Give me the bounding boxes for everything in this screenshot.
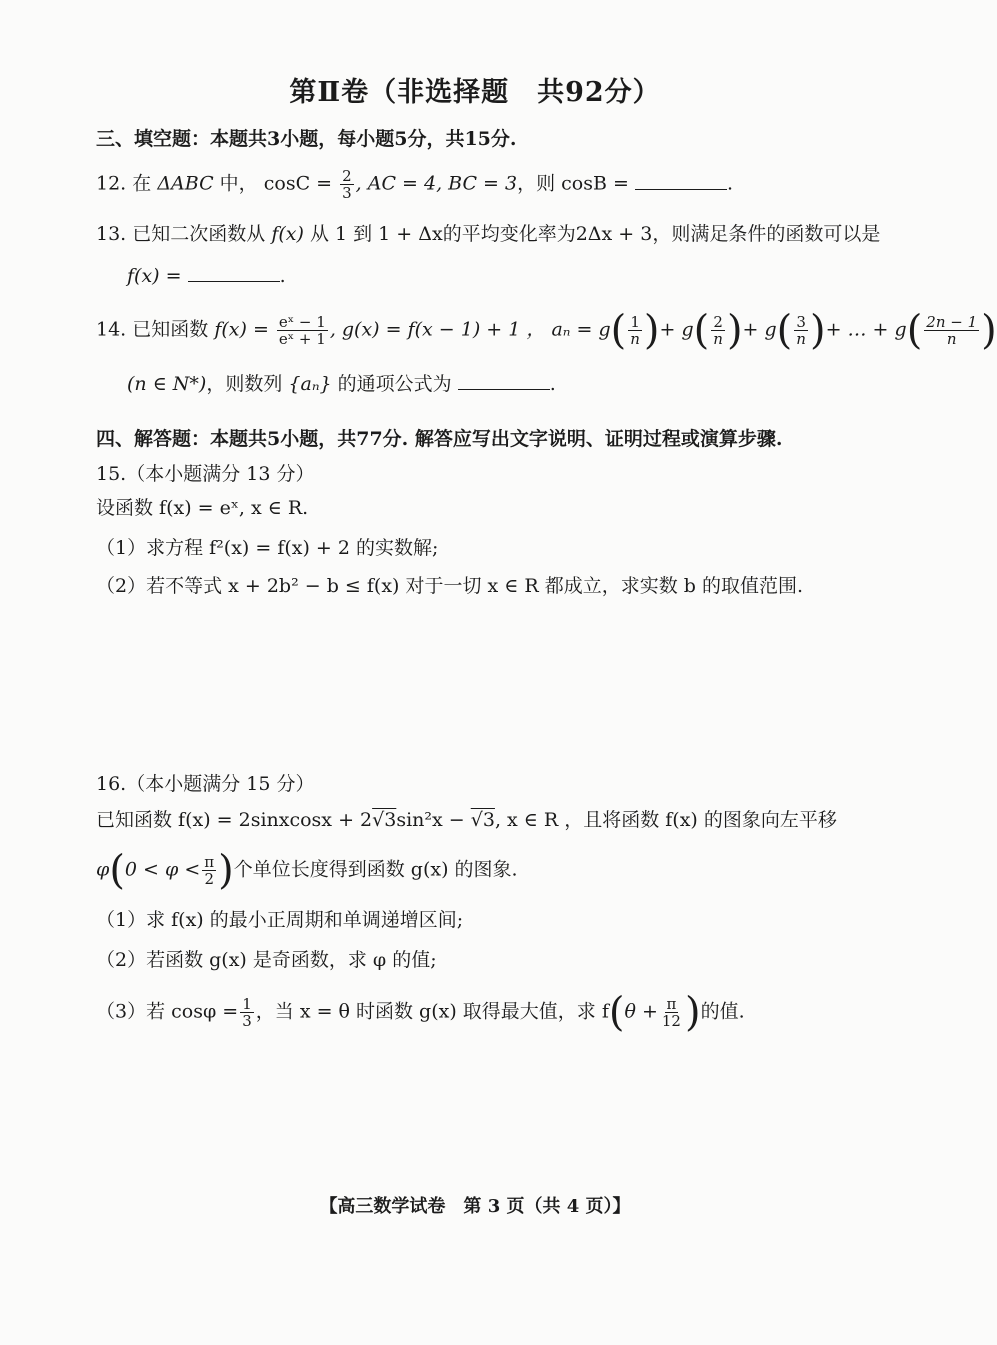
question-12 <box>96 168 733 201</box>
q14-term-1-den: n <box>630 330 640 348</box>
q12-cos-c: cosC = <box>263 172 333 195</box>
q16-part-2: （2）若函数 g(x) 是奇函数，求 φ 的值; <box>96 949 437 971</box>
q16-pi-twelfth <box>660 996 683 1029</box>
q14-term-3-num: 3 <box>796 313 806 331</box>
page-title: 第Ⅱ卷（非选择题 共92分） <box>289 77 661 108</box>
q14-term-2-num: 2 <box>713 313 723 331</box>
q14-plus-2: + g <box>742 318 777 341</box>
q16-header: 16.（本小题满分 15 分） <box>96 773 315 795</box>
q14-plus-1: + g <box>659 318 694 341</box>
q16-definition <box>96 806 837 834</box>
q12-text-b: 中， <box>219 172 258 195</box>
q16-paren-open: ( <box>109 847 125 894</box>
question-13 <box>96 220 880 248</box>
q13-mid: 从 1 到 <box>309 223 373 245</box>
q16-part-3 <box>96 989 745 1036</box>
q15-part-1: （1）求方程 f²(x) = f(x) + 2 的实数解; <box>96 537 439 559</box>
q13-expr: 1 + Δx <box>378 223 443 245</box>
q13-fx: f(x) <box>271 223 304 245</box>
q16-line2c: 个单位长度得到函数 g(x) 的图象. <box>233 858 518 881</box>
q16-p3-num: 1 <box>242 995 252 1013</box>
q14-an: aₙ = g <box>551 318 611 341</box>
q14-f-num: eˣ − 1 <box>278 313 326 331</box>
q15-part-2: （2）若不等式 x + 2b² − b ≤ f(x) 对于一切 x ∈ R 都成立，求实数 b 的取值范围. <box>96 575 804 597</box>
q16-line1c: , x ∈ R ，且将函数 f(x) 的图象向左平移 <box>494 809 837 831</box>
q13-number: 13. <box>96 223 127 245</box>
q14-paren-close-4: ) <box>981 307 997 354</box>
q16-part-1: （1）求 f(x) 的最小正周期和单调递增区间; <box>96 909 464 931</box>
q16-phi: φ <box>96 858 110 881</box>
q14-term-1-num: 1 <box>630 313 640 331</box>
q14-paren-open-2: ( <box>693 307 710 354</box>
q13-answer-blank[interactable] <box>188 267 280 282</box>
q15-header: 15.（本小题满分 13 分） <box>96 463 315 485</box>
q14-term-3 <box>794 314 808 347</box>
q14-paren-close-3: ) <box>809 307 826 354</box>
q14-seq: {aₙ} <box>288 373 332 395</box>
q16-p3c: θ + <box>624 1000 658 1023</box>
q14-term-4-num: 2n − 1 <box>926 313 978 331</box>
q14-number: 14. <box>96 318 127 341</box>
page-footer: 【高三数学试卷 第 3 页（共 4 页）】 <box>319 1196 631 1217</box>
q14-term-4 <box>924 314 979 347</box>
q13-text: 已知二次函数从 <box>132 223 266 245</box>
q16-p3d: 的值. <box>700 1000 745 1023</box>
q14-term-4-den: n <box>946 330 957 348</box>
q14-paren-close-1: ) <box>643 307 660 354</box>
q14-term-2-den: n <box>713 330 723 348</box>
q13-end: . <box>279 265 286 287</box>
q12-answer-blank[interactable] <box>635 175 727 190</box>
q12-end: . <box>726 172 733 195</box>
q14-dots: + … + g <box>825 318 907 341</box>
q16-pi-half <box>202 854 216 887</box>
q13-tail: ，则满足条件的函数可以是 <box>652 223 881 245</box>
q16-p3b: ，当 x = θ 时函数 g(x) 取得最大值，求 f <box>255 1000 609 1023</box>
q14-line2c: 的通项公式为 <box>337 373 452 395</box>
q16-one-third <box>240 996 254 1029</box>
question-13-line2 <box>127 262 286 290</box>
q12-rest: , AC = 4, BC = 3 <box>355 172 518 195</box>
q14-paren-open-4: ( <box>906 307 923 354</box>
q14-end: . <box>549 373 556 395</box>
q15-definition: 设函数 f(x) = eˣ, x ∈ R. <box>96 497 309 519</box>
q14-line2b: ，则数列 <box>206 373 283 395</box>
q14-fx: f(x) = <box>214 318 269 341</box>
q16-p3-pi: π <box>666 995 677 1013</box>
q14-f-fraction <box>277 314 328 347</box>
q14-term-1 <box>628 314 642 347</box>
q12-ask: ，则 cosB = <box>517 172 629 195</box>
q14-paren-open-3: ( <box>776 307 793 354</box>
q14-paren-close-2: ) <box>726 307 743 354</box>
q14-term-2 <box>711 314 725 347</box>
q12-frac-num: 2 <box>342 167 352 185</box>
q14-domain: (n ∈ N*) <box>127 373 207 395</box>
question-14 <box>96 307 997 354</box>
q13-mid2: 的平均变化率为 <box>442 223 576 245</box>
q12-frac-den: 3 <box>342 184 352 202</box>
q12-fraction <box>340 168 354 201</box>
question-14-line2 <box>127 370 556 398</box>
q14-paren-open-1: ( <box>610 307 627 354</box>
q12-triangle: ΔABC <box>157 172 214 195</box>
q16-paren-close: ) <box>218 847 234 894</box>
q14-answer-blank[interactable] <box>458 375 550 390</box>
q16-pi: π <box>204 853 215 871</box>
q16-p3-paren-close: ) <box>684 989 701 1036</box>
q14-f-den: eˣ + 1 <box>278 330 326 348</box>
q16-range: 0 < φ < <box>124 858 201 881</box>
q16-p3a: （3）若 cosφ = <box>96 1000 239 1023</box>
q14-gx: , g(x) = f(x − 1) + 1 ， <box>329 318 546 341</box>
q13-rate: 2Δx + 3 <box>575 223 653 245</box>
q16-line1b: sin²x − <box>396 809 465 831</box>
q13-answer-label: f(x) = <box>127 265 182 287</box>
q16-two: 2 <box>204 870 214 888</box>
q12-number: 12. <box>96 172 127 195</box>
q14-term-3-den: n <box>796 330 806 348</box>
section-heading-solutions: 四、解答题：本题共5小题，共77分. 解答应写出文字说明、证明过程或演算步骤. <box>96 428 783 450</box>
q16-p3-12: 12 <box>661 1012 681 1030</box>
q16-shift-line <box>96 847 518 894</box>
q16-sqrt3-a: √3 <box>372 809 397 831</box>
q16-p3-den: 3 <box>242 1012 252 1030</box>
q14-text: 已知函数 <box>132 318 209 341</box>
q16-sqrt3-b: √3 <box>470 809 495 831</box>
q16-p3-paren-open: ( <box>608 989 625 1036</box>
q16-line1a: 已知函数 f(x) = 2sinxcosx + 2 <box>96 809 373 831</box>
q12-text-a: 在 <box>132 172 152 195</box>
section-heading-fill-blank: 三、填空题：本题共3小题，每小题5分，共15分. <box>96 128 517 150</box>
